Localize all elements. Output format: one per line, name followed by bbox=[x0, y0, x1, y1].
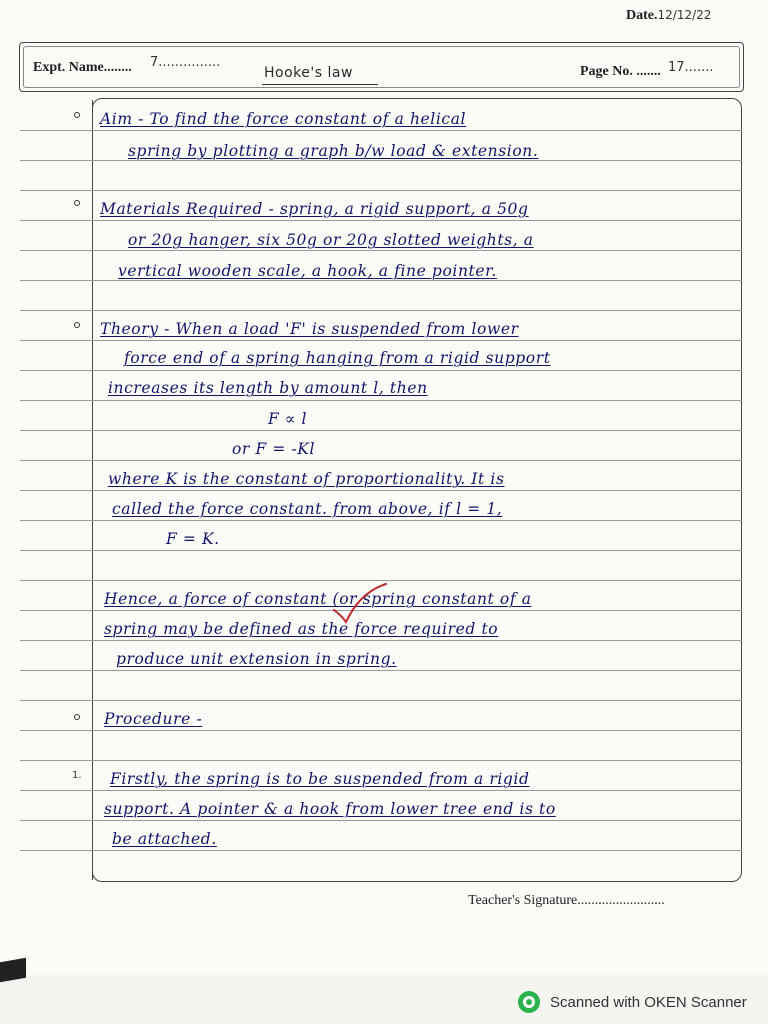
teacher-signature: Teacher's Signature......................... bbox=[468, 893, 665, 908]
theory-line-5: called the force constant. from above, if l = 1, bbox=[112, 500, 503, 518]
definition-line-3: produce unit extension in spring. bbox=[116, 650, 397, 668]
definition-line-1: Hence, a force of constant (or spring constant of a bbox=[104, 590, 532, 608]
theory-formula-3: F = K. bbox=[166, 530, 220, 548]
theory-line-4: where K is the constant of proportionality. It is bbox=[108, 470, 505, 488]
materials-line-3: vertical wooden scale, a hook, a fine pointer. bbox=[118, 262, 497, 280]
aim-line-1: Aim - To find the force constant of a helical bbox=[100, 110, 467, 128]
bullet-aim bbox=[74, 112, 80, 118]
scanner-watermark bbox=[518, 991, 747, 1013]
procedure-heading: Procedure - bbox=[104, 710, 203, 728]
ruled-line bbox=[20, 490, 742, 491]
ruled-line bbox=[20, 190, 742, 191]
ruled-line bbox=[20, 850, 742, 851]
procedure-line-1: Firstly, the spring is to be suspended from a rigid bbox=[110, 770, 530, 788]
aim-line-2: spring by plotting a graph b/w load & extension. bbox=[128, 142, 539, 160]
date-field bbox=[626, 8, 711, 24]
theory-line-3: increases its length by amount l, then bbox=[108, 379, 428, 397]
ruled-line bbox=[20, 640, 742, 641]
page-number-value: 17....... bbox=[668, 60, 714, 75]
ruled-line bbox=[20, 310, 742, 311]
experiment-title: Hooke's law bbox=[264, 65, 353, 81]
ruled-line bbox=[20, 370, 742, 371]
bullet-theory bbox=[74, 322, 80, 328]
ruled-line bbox=[20, 520, 742, 521]
title-underline bbox=[262, 84, 378, 85]
teacher-check-mark bbox=[330, 580, 390, 630]
procedure-line-3: be attached. bbox=[112, 830, 217, 848]
ruled-line bbox=[20, 700, 742, 701]
ruled-line bbox=[20, 550, 742, 551]
ruled-line bbox=[20, 790, 742, 791]
ruled-line bbox=[20, 760, 742, 761]
ruled-line bbox=[20, 280, 742, 281]
date-value: 12/12/22 bbox=[657, 8, 712, 22]
ruled-line bbox=[20, 430, 742, 431]
date-label: Date. bbox=[626, 8, 658, 23]
procedure-line-2: support. A pointer & a hook from lower tree end is to bbox=[104, 800, 556, 818]
ruled-line bbox=[20, 460, 742, 461]
ruled-line bbox=[20, 250, 742, 251]
bullet-materials bbox=[74, 200, 80, 206]
ruled-line bbox=[20, 670, 742, 671]
page-number-label: Page No. ....... bbox=[580, 64, 661, 79]
ruled-line bbox=[20, 340, 742, 341]
scanner-logo-icon bbox=[518, 991, 540, 1013]
theory-formula-1: F ∝ l bbox=[268, 410, 308, 428]
definition-line-2: spring may be defined as the force required to bbox=[104, 620, 499, 638]
materials-line-2: or 20g hanger, six 50g or 20g slotted weights, a bbox=[128, 231, 534, 249]
page-shadow bbox=[0, 958, 26, 983]
bullet-procedure bbox=[74, 714, 80, 720]
expt-name-label: Expt. Name........ bbox=[33, 60, 132, 75]
ruled-line bbox=[20, 820, 742, 821]
ruled-line bbox=[20, 160, 742, 161]
expt-name-value: 7............... bbox=[150, 55, 221, 70]
ruled-line bbox=[20, 730, 742, 731]
step-number: 1. bbox=[72, 770, 82, 781]
theory-line-1: Theory - When a load 'F' is suspended from lower bbox=[100, 320, 519, 338]
theory-formula-2: or F = -Kl bbox=[232, 440, 316, 458]
theory-line-2: force end of a spring hanging from a rigid support bbox=[124, 349, 551, 367]
ruled-line bbox=[20, 220, 742, 221]
scanner-text: Scanned with OKEN Scanner bbox=[550, 993, 747, 1011]
materials-line-1: Materials Required - spring, a rigid support, a 50g bbox=[100, 200, 529, 218]
ruled-line bbox=[20, 130, 742, 131]
ruled-line bbox=[20, 400, 742, 401]
